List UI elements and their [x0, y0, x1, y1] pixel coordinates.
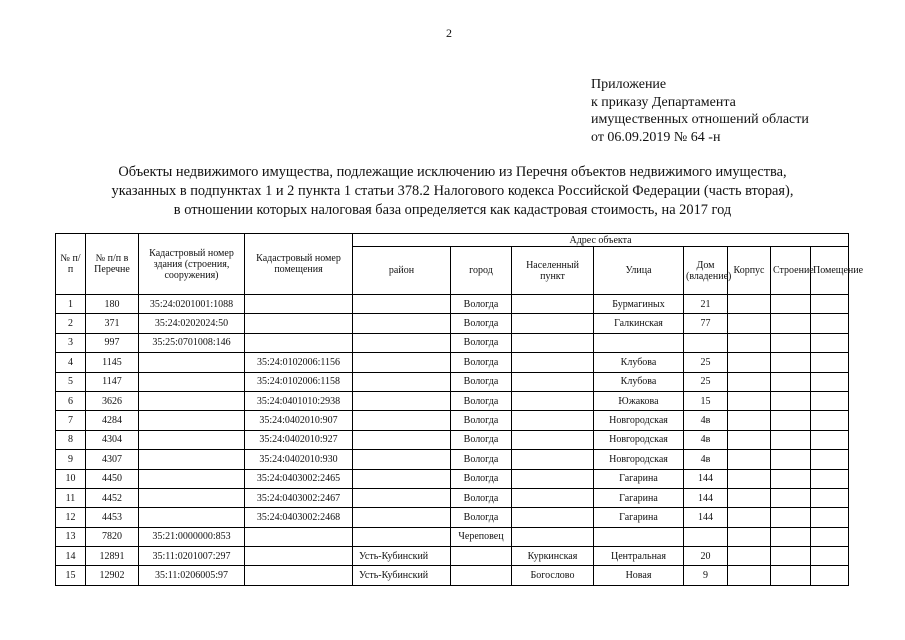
- cell-district: Усть-Кубинский: [353, 547, 451, 566]
- cell-list-num: 3626: [86, 391, 139, 410]
- cell-num: 15: [56, 566, 86, 585]
- cell-building: [771, 411, 811, 430]
- cell-cad-premises: [245, 547, 353, 566]
- cell-num: 4: [56, 353, 86, 372]
- cell-num: 12: [56, 508, 86, 527]
- cell-premises: [811, 295, 849, 314]
- table-row: [56, 547, 849, 566]
- cell-premises: [811, 314, 849, 333]
- cell-settlement: [512, 411, 594, 430]
- cell-list-num: 371: [86, 314, 139, 333]
- cell-street: Клубова: [594, 372, 684, 391]
- table-row: [56, 450, 849, 469]
- cell-house: 9: [684, 566, 728, 585]
- cell-list-num: 1147: [86, 372, 139, 391]
- appendix-line: Приложение: [591, 77, 667, 92]
- header-settlement: Населенный пункт: [512, 247, 594, 295]
- cell-korpus: [728, 333, 771, 352]
- cell-korpus: [728, 411, 771, 430]
- cell-korpus: [728, 430, 771, 449]
- cell-premises: [811, 333, 849, 352]
- cell-city: [451, 566, 512, 585]
- cell-house: [684, 527, 728, 546]
- cell-city: Вологда: [451, 469, 512, 488]
- cell-district: [353, 295, 451, 314]
- objects-table: [55, 233, 864, 586]
- cell-list-num: 12891: [86, 547, 139, 566]
- cell-list-num: 4453: [86, 508, 139, 527]
- cell-district: [353, 353, 451, 372]
- cell-house: 144: [684, 508, 728, 527]
- appendix-line: от 06.09.2019 № 64 -н: [591, 129, 721, 145]
- cell-cad-building: [139, 353, 245, 372]
- cell-korpus: [728, 488, 771, 507]
- cell-district: [353, 411, 451, 430]
- cell-building: [771, 314, 811, 333]
- cell-building: [771, 450, 811, 469]
- cell-house: 77: [684, 314, 728, 333]
- cell-district: [353, 488, 451, 507]
- cell-settlement: [512, 469, 594, 488]
- cell-settlement: [512, 527, 594, 546]
- title-line: Объекты недвижимого имущества, подлежащие исключению из Перечня объектов недвижимого имущества,: [118, 164, 787, 180]
- cell-cad-premises: 35:24:0402010:907: [245, 411, 353, 430]
- cell-city: Вологда: [451, 411, 512, 430]
- cell-num: 7: [56, 411, 86, 430]
- cell-street: Клубова: [594, 353, 684, 372]
- cell-city: Вологда: [451, 333, 512, 352]
- cell-list-num: 4307: [86, 450, 139, 469]
- cell-city: Вологда: [451, 314, 512, 333]
- cell-num: 13: [56, 527, 86, 546]
- cell-city: Вологда: [451, 353, 512, 372]
- cell-korpus: [728, 527, 771, 546]
- cell-city: Череповец: [451, 527, 512, 546]
- cell-premises: [811, 508, 849, 527]
- cell-premises: [811, 450, 849, 469]
- title-line: в отношении которых налоговая база определяется как кадастровая стоимость, на 2017 год: [173, 202, 732, 218]
- table-row: [56, 527, 849, 546]
- cell-city: Вологда: [451, 508, 512, 527]
- cell-korpus: [728, 450, 771, 469]
- cell-premises: [811, 411, 849, 430]
- cell-settlement: [512, 333, 594, 352]
- cell-cad-building: [139, 372, 245, 391]
- cell-premises: [811, 566, 849, 585]
- cell-street: Гагарина: [594, 488, 684, 507]
- header-address-group: Адрес объекта: [353, 234, 849, 247]
- cell-street: Гагарина: [594, 508, 684, 527]
- cell-cad-premises: 35:24:0102006:1156: [245, 353, 353, 372]
- cell-city: Вологда: [451, 295, 512, 314]
- cell-district: Усть-Кубинский: [353, 566, 451, 585]
- cell-district: [353, 508, 451, 527]
- cell-cad-building: [139, 411, 245, 430]
- cell-street: Центральная: [594, 547, 684, 566]
- cell-street: Южакова: [594, 391, 684, 410]
- cell-settlement: [512, 314, 594, 333]
- cell-district: [353, 527, 451, 546]
- cell-list-num: 4304: [86, 430, 139, 449]
- cell-city: Вологда: [451, 430, 512, 449]
- cell-num: 2: [56, 314, 86, 333]
- cell-settlement: [512, 508, 594, 527]
- cell-korpus: [728, 353, 771, 372]
- cell-house: 25: [684, 372, 728, 391]
- cell-num: 14: [56, 547, 86, 566]
- cell-premises: [811, 353, 849, 372]
- cell-city: Вологда: [451, 391, 512, 410]
- header-cad-building: Кадастровый номер здания (строения, сооружения): [139, 234, 245, 295]
- cell-num: 11: [56, 488, 86, 507]
- cell-house: 4в: [684, 411, 728, 430]
- cell-street: Новая: [594, 566, 684, 585]
- table-row: [56, 333, 849, 352]
- cell-house: 25: [684, 353, 728, 372]
- page-number: 2: [446, 26, 452, 40]
- cell-premises: [811, 469, 849, 488]
- cell-house: 21: [684, 295, 728, 314]
- cell-settlement: [512, 430, 594, 449]
- cell-house: 144: [684, 488, 728, 507]
- cell-cad-premises: 35:24:0403002:2465: [245, 469, 353, 488]
- cell-premises: [811, 372, 849, 391]
- cell-cad-premises: 35:24:0402010:930: [245, 450, 353, 469]
- table-row: [56, 430, 849, 449]
- table-row: [56, 411, 849, 430]
- cell-cad-building: 35:25:0701008:146: [139, 333, 245, 352]
- cell-building: [771, 566, 811, 585]
- cell-cad-building: 35:24:0202024:50: [139, 314, 245, 333]
- cell-settlement: Богослово: [512, 566, 594, 585]
- cell-cad-building: [139, 430, 245, 449]
- cell-settlement: [512, 450, 594, 469]
- document-title: [40, 163, 865, 220]
- table-row: [56, 295, 849, 314]
- cell-house: 20: [684, 547, 728, 566]
- table-row: [56, 314, 849, 333]
- header-street: Улица: [594, 247, 684, 295]
- cell-building: [771, 353, 811, 372]
- cell-list-num: 180: [86, 295, 139, 314]
- cell-premises: [811, 391, 849, 410]
- cell-district: [353, 391, 451, 410]
- cell-num: 3: [56, 333, 86, 352]
- cell-settlement: [512, 353, 594, 372]
- cell-cad-building: 35:11:0201007:297: [139, 547, 245, 566]
- cell-street: Бурмагиных: [594, 295, 684, 314]
- cell-num: 1: [56, 295, 86, 314]
- cell-district: [353, 469, 451, 488]
- cell-cad-premises: 35:24:0402010:927: [245, 430, 353, 449]
- cell-building: [771, 372, 811, 391]
- cell-cad-building: 35:21:0000000:853: [139, 527, 245, 546]
- cell-settlement: Куркинская: [512, 547, 594, 566]
- cell-cad-premises: [245, 527, 353, 546]
- cell-premises: [811, 547, 849, 566]
- cell-cad-premises: 35:24:0403002:2467: [245, 488, 353, 507]
- cell-street: [594, 527, 684, 546]
- cell-list-num: 997: [86, 333, 139, 352]
- cell-premises: [811, 527, 849, 546]
- cell-korpus: [728, 372, 771, 391]
- table-row: [56, 391, 849, 410]
- table-row: [56, 508, 849, 527]
- cell-cad-premises: 35:24:0403002:2468: [245, 508, 353, 527]
- cell-city: Вологда: [451, 488, 512, 507]
- table-row: [56, 566, 849, 585]
- cell-building: [771, 295, 811, 314]
- cell-num: 6: [56, 391, 86, 410]
- table-row: [56, 372, 849, 391]
- title-line: указанных в подпунктах 1 и 2 пункта 1 статьи 378.2 Налогового кодекса Российской Федерации (часть вторая),: [111, 183, 794, 199]
- cell-cad-building: [139, 469, 245, 488]
- cell-settlement: [512, 391, 594, 410]
- cell-korpus: [728, 295, 771, 314]
- table-body: [56, 295, 849, 586]
- cell-cad-building: [139, 508, 245, 527]
- cell-building: [771, 488, 811, 507]
- cell-num: 10: [56, 469, 86, 488]
- cell-house: 144: [684, 469, 728, 488]
- header-cad-premises: Кадастровый номер помещения: [245, 234, 353, 295]
- cell-list-num: 4450: [86, 469, 139, 488]
- cell-cad-premises: [245, 566, 353, 585]
- cell-cad-building: 35:11:0206005:97: [139, 566, 245, 585]
- cell-building: [771, 430, 811, 449]
- cell-list-num: 7820: [86, 527, 139, 546]
- header-list-num: № п/п в Перечне: [86, 234, 139, 295]
- cell-street: Новгородская: [594, 411, 684, 430]
- cell-district: [353, 430, 451, 449]
- header-district: район: [353, 247, 451, 295]
- header-city: город: [451, 247, 512, 295]
- cell-district: [353, 450, 451, 469]
- table-row: [56, 469, 849, 488]
- cell-cad-premises: [245, 314, 353, 333]
- header-premises: Помещение: [811, 247, 849, 295]
- cell-num: 9: [56, 450, 86, 469]
- cell-building: [771, 547, 811, 566]
- cell-list-num: 12902: [86, 566, 139, 585]
- header-house: Дом (владение): [684, 247, 728, 295]
- cell-building: [771, 333, 811, 352]
- cell-building: [771, 469, 811, 488]
- cell-settlement: [512, 372, 594, 391]
- cell-korpus: [728, 566, 771, 585]
- cell-cad-premises: 35:24:0102006:1158: [245, 372, 353, 391]
- cell-building: [771, 527, 811, 546]
- cell-korpus: [728, 547, 771, 566]
- cell-district: [353, 372, 451, 391]
- header-num: № п/п: [56, 234, 86, 295]
- cell-house: [684, 333, 728, 352]
- cell-korpus: [728, 391, 771, 410]
- cell-house: 4в: [684, 430, 728, 449]
- cell-cad-premises: [245, 295, 353, 314]
- cell-district: [353, 333, 451, 352]
- cell-premises: [811, 430, 849, 449]
- cell-district: [353, 314, 451, 333]
- cell-city: [451, 547, 512, 566]
- header-korpus: Корпус: [728, 247, 771, 295]
- cell-list-num: 1145: [86, 353, 139, 372]
- cell-cad-building: [139, 488, 245, 507]
- cell-premises: [811, 488, 849, 507]
- cell-street: Новгородская: [594, 450, 684, 469]
- cell-cad-premises: 35:24:0401010:2938: [245, 391, 353, 410]
- cell-cad-building: [139, 450, 245, 469]
- cell-street: Гагарина: [594, 469, 684, 488]
- cell-cad-building: [139, 391, 245, 410]
- cell-korpus: [728, 469, 771, 488]
- cell-settlement: [512, 295, 594, 314]
- table-row: [56, 488, 849, 507]
- cell-city: Вологда: [451, 450, 512, 469]
- cell-street: [594, 333, 684, 352]
- cell-korpus: [728, 508, 771, 527]
- cell-cad-building: 35:24:0201001:1088: [139, 295, 245, 314]
- cell-num: 8: [56, 430, 86, 449]
- cell-house: 15: [684, 391, 728, 410]
- header-building: Строение: [771, 247, 811, 295]
- cell-settlement: [512, 488, 594, 507]
- cell-num: 5: [56, 372, 86, 391]
- cell-list-num: 4452: [86, 488, 139, 507]
- cell-street: Новгородская: [594, 430, 684, 449]
- appendix-line: имущественных отношений области: [591, 112, 809, 127]
- cell-street: Галкинская: [594, 314, 684, 333]
- cell-city: Вологда: [451, 372, 512, 391]
- appendix-line: к приказу Департамента: [591, 94, 736, 110]
- cell-list-num: 4284: [86, 411, 139, 430]
- cell-building: [771, 508, 811, 527]
- cell-cad-premises: [245, 333, 353, 352]
- cell-house: 4в: [684, 450, 728, 469]
- cell-korpus: [728, 314, 771, 333]
- cell-building: [771, 391, 811, 410]
- appendix-block: [591, 76, 809, 146]
- table-row: [56, 353, 849, 372]
